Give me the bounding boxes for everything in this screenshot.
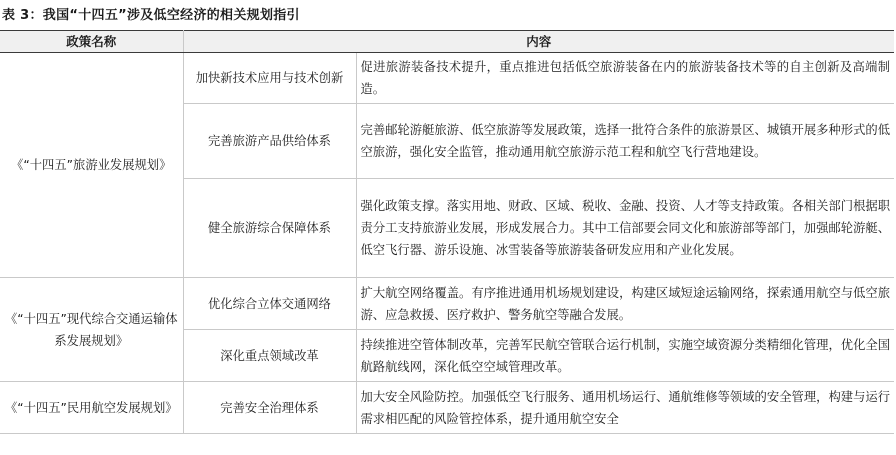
header-policy-name: 政策名称	[0, 31, 183, 53]
table-header-row	[0, 31, 894, 53]
table-row	[0, 53, 894, 104]
policy-name-tourism: 《“十四五”旅游业发展规划》	[0, 53, 183, 278]
measure-cell: 健全旅游综合保障体系	[183, 179, 356, 278]
table-caption: 表 3：我国“十四五”涉及低空经济的相关规划指引	[2, 8, 300, 23]
measure-cell: 完善安全治理体系	[183, 382, 356, 434]
measure-cell: 优化综合立体交通网络	[183, 278, 356, 330]
measure-cell: 完善旅游产品供给体系	[183, 104, 356, 179]
content-cell: 强化政策支撑。落实用地、财政、区域、税收、金融、投资、人才等支持政策。各相关部门根据职责分工支持旅游业发展，形成发展合力。其中工信部要会同文化和旅游部等部门，加强邮轮游艇、低空飞行器、游乐设施、冰雪装备等旅游装备研发应用和产业化发展。	[356, 179, 894, 278]
policy-name-aviation: 《“十四五”民用航空发展规划》	[0, 382, 183, 434]
measure-cell: 深化重点领域改革	[183, 330, 356, 382]
content-cell: 扩大航空网络覆盖。有序推进通用机场规划建设，构建区域短途运输网络，探索通用航空与低空旅游、应急救援、医疗救护、警务航空等融合发展。	[356, 278, 894, 330]
measure-cell: 加快新技术应用与技术创新	[183, 53, 356, 104]
policy-name-transport: 《“十四五”现代综合交通运输体系发展规划》	[0, 278, 183, 382]
content-cell: 加大安全风险防控。加强低空飞行服务、通用机场运行、通航维修等领域的安全管理，构建与运行需求相匹配的风险管控体系，提升通用航空安全	[356, 382, 894, 434]
table-row	[0, 382, 894, 434]
header-content: 内容	[183, 31, 894, 53]
content-cell: 持续推进空管体制改革，完善军民航空管联合运行机制，实施空域资源分类精细化管理，优化全国航路航线网，深化低空空域管理改革。	[356, 330, 894, 382]
policy-table	[0, 30, 894, 434]
content-cell: 促进旅游装备技术提升，重点推进包括低空旅游装备在内的旅游装备技术等的自主创新及高端制造。	[356, 53, 894, 104]
content-cell: 完善邮轮游艇旅游、低空旅游等发展政策，选择一批符合条件的旅游景区、城镇开展多种形式的低空旅游，强化安全监管，推动通用航空旅游示范工程和航空飞行营地建设。	[356, 104, 894, 179]
table-row	[0, 278, 894, 330]
